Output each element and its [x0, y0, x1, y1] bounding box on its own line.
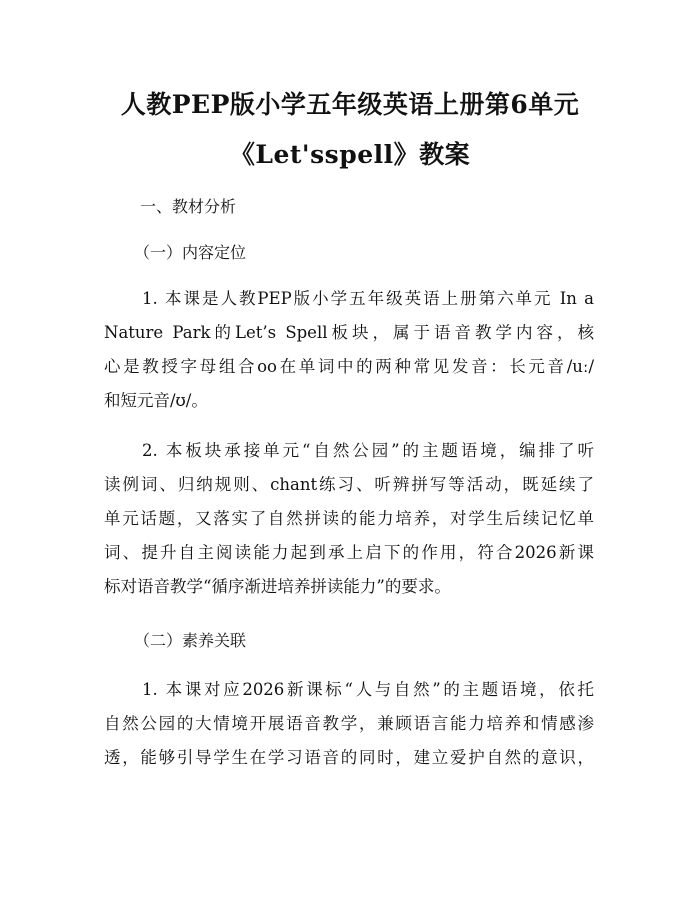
section-heading-analysis: 一、教材分析 [140, 197, 237, 216]
paragraph-line: 词、提升自主阅读能力起到承上启下的作用，符合2026新课 [104, 543, 594, 562]
paragraph-3 [104, 673, 594, 775]
paragraph-line: 透，能够引导学生在学习语音的同时，建立爱护自然的意识， [104, 748, 594, 767]
paragraph-line: Nature Park的Let’s Spell板块，属于语音教学内容，核 [104, 323, 594, 342]
paragraph-line: 1. 本课是人教PEP版小学五年级英语上册第六单元 In a [142, 289, 594, 308]
paragraph-line: 1. 本课对应2026新课标“人与自然”的主题语境，依托 [142, 680, 594, 699]
paragraph-2 [104, 434, 594, 604]
subsection-heading-literacy: （二）素养关联 [134, 631, 247, 650]
paragraph-line: 单元话题，又落实了自然拼读的能力培养，对学生后续记忆单 [104, 509, 594, 528]
paragraph-line: 标对语音教学“循序渐进培养拼读能力”的要求。 [104, 577, 451, 596]
paragraph-1 [104, 282, 594, 418]
paragraph-line: 心是教授字母组合oo在单词中的两种常见发音：长元音/uː/ [104, 357, 594, 376]
paragraph-line: 读例词、归纳规则、chant练习、听辨拼写等活动，既延续了 [104, 475, 594, 494]
paragraph-line: 2. 本板块承接单元“自然公园”的主题语境，编排了听 [142, 441, 594, 460]
paragraph-line: 自然公园的大情境开展语音教学，兼顾语言能力培养和情感渗 [104, 714, 594, 733]
document-title-line-2: 《Let'sspell》教案 [229, 140, 471, 169]
document-title-line-1: 人教PEP版小学五年级英语上册第6单元 [120, 90, 580, 119]
subsection-heading-content: （一）内容定位 [134, 243, 247, 262]
paragraph-line: 和短元音/ʊ/。 [104, 391, 208, 410]
